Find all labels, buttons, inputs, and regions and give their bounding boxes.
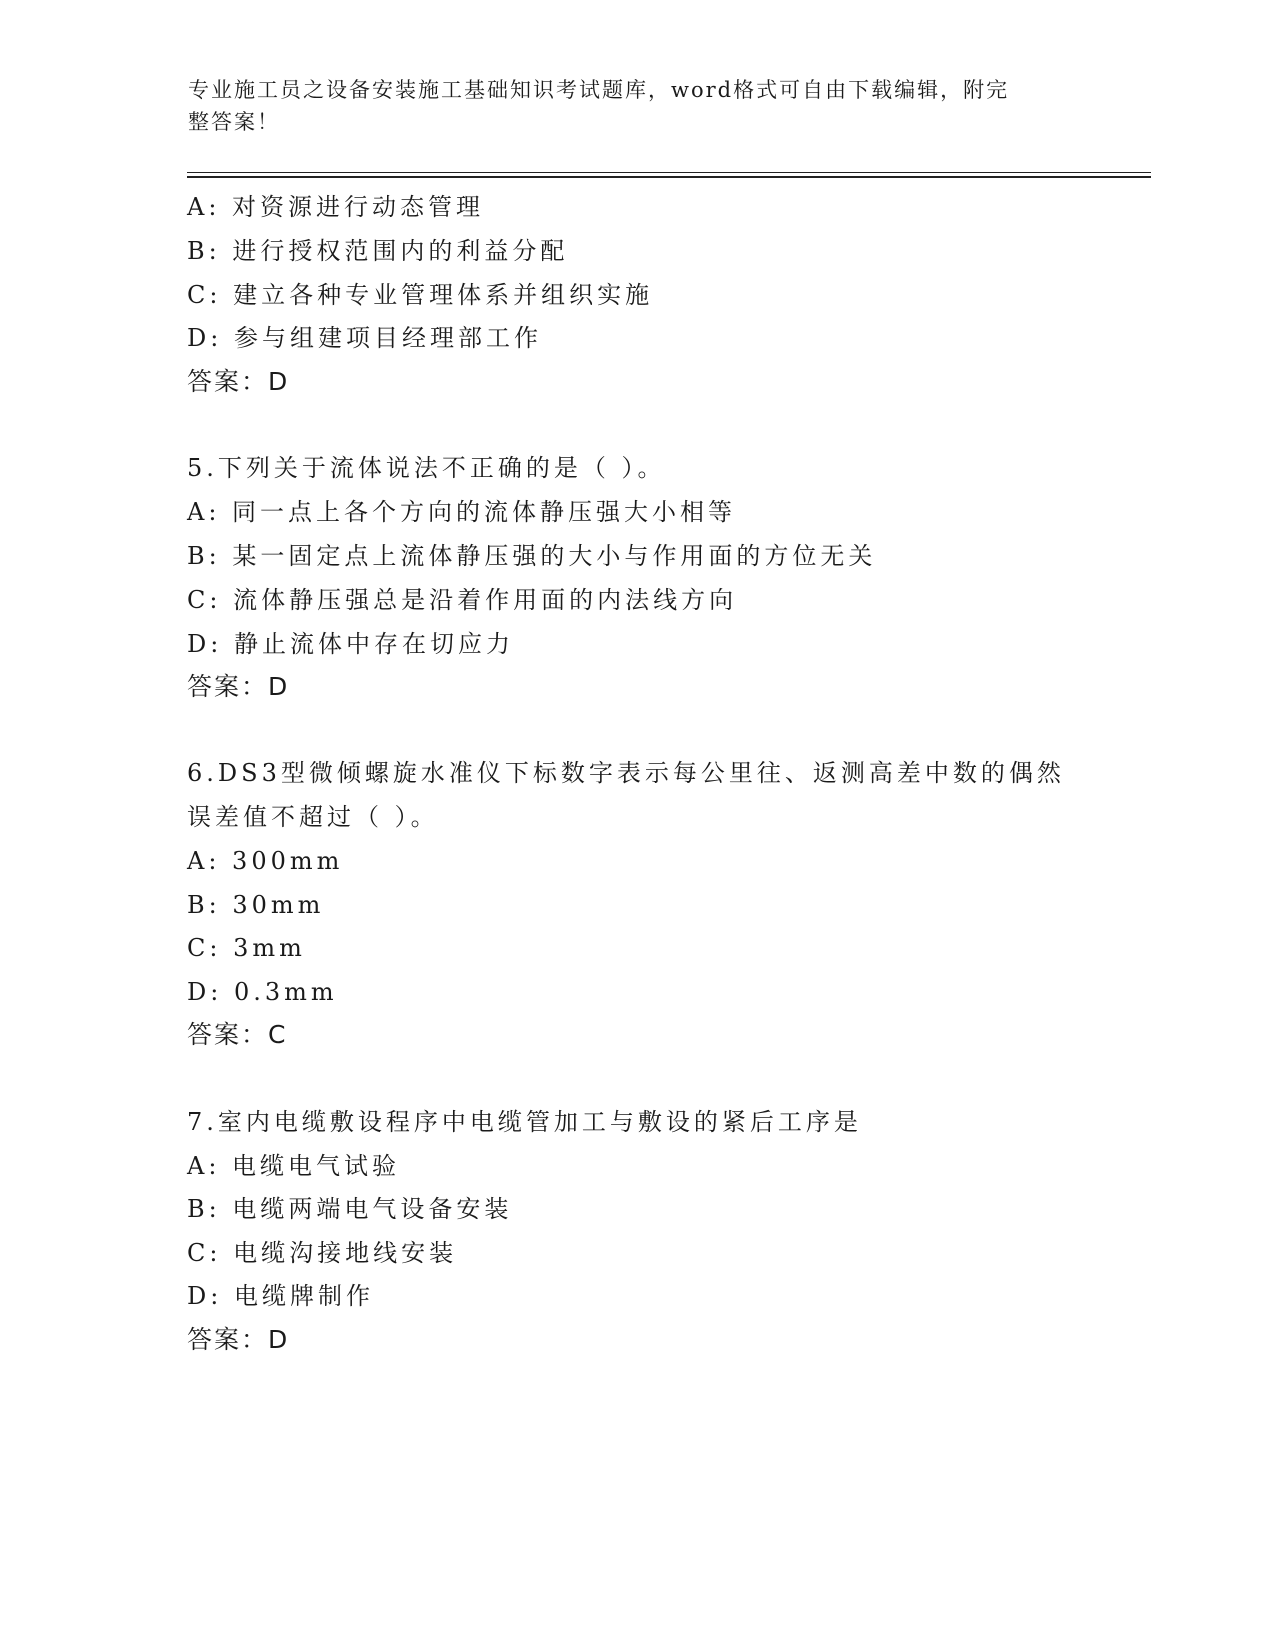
q5-option-b: B: 某一固定点上流体静压强的大小与作用面的方位无关 xyxy=(187,542,877,570)
q6-question-line-2: 误差值不超过（ ）。 xyxy=(187,803,439,831)
q6-option-c: C: 3mm xyxy=(187,934,306,962)
q6-answer: 答案：C xyxy=(187,1020,288,1049)
q7-question: 7.室内电缆敷设程序中电缆管加工与敷设的紧后工序是 xyxy=(187,1108,862,1136)
q6-option-d: D: 0.3mm xyxy=(187,978,338,1006)
header-divider-thin xyxy=(187,172,1151,173)
q5-answer: 答案：D xyxy=(187,672,290,701)
header-line-2: 整答案！ xyxy=(188,110,280,134)
q4-option-d: D: 参与组建项目经理部工作 xyxy=(187,324,542,352)
q6-option-a: A: 300mm xyxy=(187,847,344,875)
q4-answer: 答案：D xyxy=(187,367,290,396)
header-line-1: 专业施工员之设备安装施工基础知识考试题库，word格式可自由下载编辑，附完 xyxy=(188,78,1010,102)
header-divider-thick xyxy=(187,176,1151,178)
q4-option-a: A: 对资源进行动态管理 xyxy=(187,193,485,221)
q5-option-a: A: 同一点上各个方向的流体静压强大小相等 xyxy=(187,498,737,526)
q4-option-b: B: 进行授权范围内的利益分配 xyxy=(187,237,569,265)
q7-option-c: C: 电缆沟接地线安装 xyxy=(187,1239,458,1267)
q7-answer: 答案：D xyxy=(187,1325,290,1354)
q6-option-b: B: 30mm xyxy=(187,891,325,919)
q5-option-d: D: 静止流体中存在切应力 xyxy=(187,630,514,658)
document-header xyxy=(188,74,1068,138)
q6-question-line-1: 6.DS3型微倾螺旋水准仪下标数字表示每公里往、返测高差中数的偶然 xyxy=(187,759,1065,787)
q5-question: 5.下列关于流体说法不正确的是（ ）。 xyxy=(187,454,666,482)
q7-option-a: A: 电缆电气试验 xyxy=(187,1152,401,1180)
q7-option-d: D: 电缆牌制作 xyxy=(187,1282,374,1310)
q4-option-c: C: 建立各种专业管理体系并组织实施 xyxy=(187,281,654,309)
q5-option-c: C: 流体静压强总是沿着作用面的内法线方向 xyxy=(187,586,738,614)
q7-option-b: B: 电缆两端电气设备安装 xyxy=(187,1195,513,1223)
